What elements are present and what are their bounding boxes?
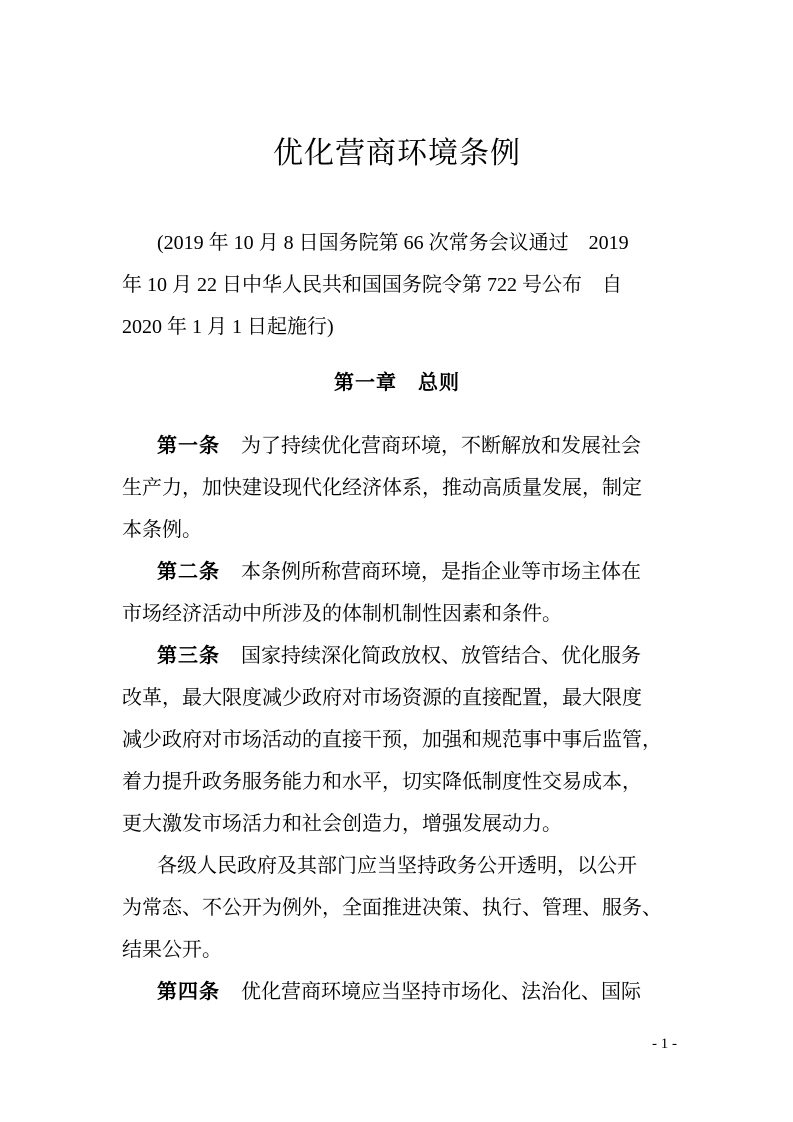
- page-number: - 1 -: [652, 1036, 677, 1052]
- article-number: 第二条: [157, 561, 220, 583]
- article-line: 第四条 优化营商环境应当坚持市场化、法治化、国际: [157, 981, 641, 1003]
- preamble-line: 年 10 月 22 日中华人民共和国国务院令第 722 号公布 自: [122, 274, 622, 296]
- article-paragraph: [122, 845, 672, 971]
- article-paragraph: [122, 635, 672, 845]
- article-line: 本条例。: [122, 519, 202, 541]
- preamble-line: 2020 年 1 月 1 日起施行): [122, 316, 334, 338]
- article-line: 着力提升政务服务能力和水平，切实降低制度性交易成本，: [122, 771, 642, 793]
- article-line: 市场经济活动中所涉及的体制机制性因素和条件。: [122, 603, 562, 625]
- article-paragraph: [122, 425, 672, 551]
- document-title: 优化营商环境条例: [273, 137, 521, 170]
- article-paragraph: [122, 551, 672, 635]
- article-line: 更大激发市场活力和社会创造力，增强发展动力。: [122, 813, 562, 835]
- article-line: 第三条 国家持续深化简政放权、放管结合、优化服务: [157, 645, 641, 667]
- article-line: 结果公开。: [122, 939, 222, 961]
- article-line: 第二条 本条例所称营商环境，是指企业等市场主体在: [157, 561, 641, 583]
- chapter-heading: 第一章 总则: [334, 372, 460, 394]
- article-line: 第一条 为了持续优化营商环境，不断解放和发展社会: [157, 435, 641, 457]
- article-number: 第一条: [157, 435, 220, 457]
- article-line: 减少政府对市场活动的直接干预，加强和规范事中事后监管，: [122, 729, 662, 751]
- preamble: [122, 222, 672, 348]
- document-body: [122, 425, 672, 1013]
- article-line: 生产力，加快建设现代化经济体系，推动高质量发展，制定: [122, 477, 642, 499]
- article-line: 为常态、不公开为例外，全面推进决策、执行、管理、服务、: [122, 897, 662, 919]
- article-number: 第三条: [157, 645, 220, 667]
- preamble-line: (2019 年 10 月 8 日国务院第 66 次常务会议通过 2019: [157, 232, 629, 254]
- article-number: 第四条: [157, 981, 220, 1003]
- article-paragraph: [122, 971, 672, 1013]
- article-line: 各级人民政府及其部门应当坚持政务公开透明，以公开: [157, 855, 637, 877]
- article-line: 改革，最大限度减少政府对市场资源的直接配置，最大限度: [122, 687, 642, 709]
